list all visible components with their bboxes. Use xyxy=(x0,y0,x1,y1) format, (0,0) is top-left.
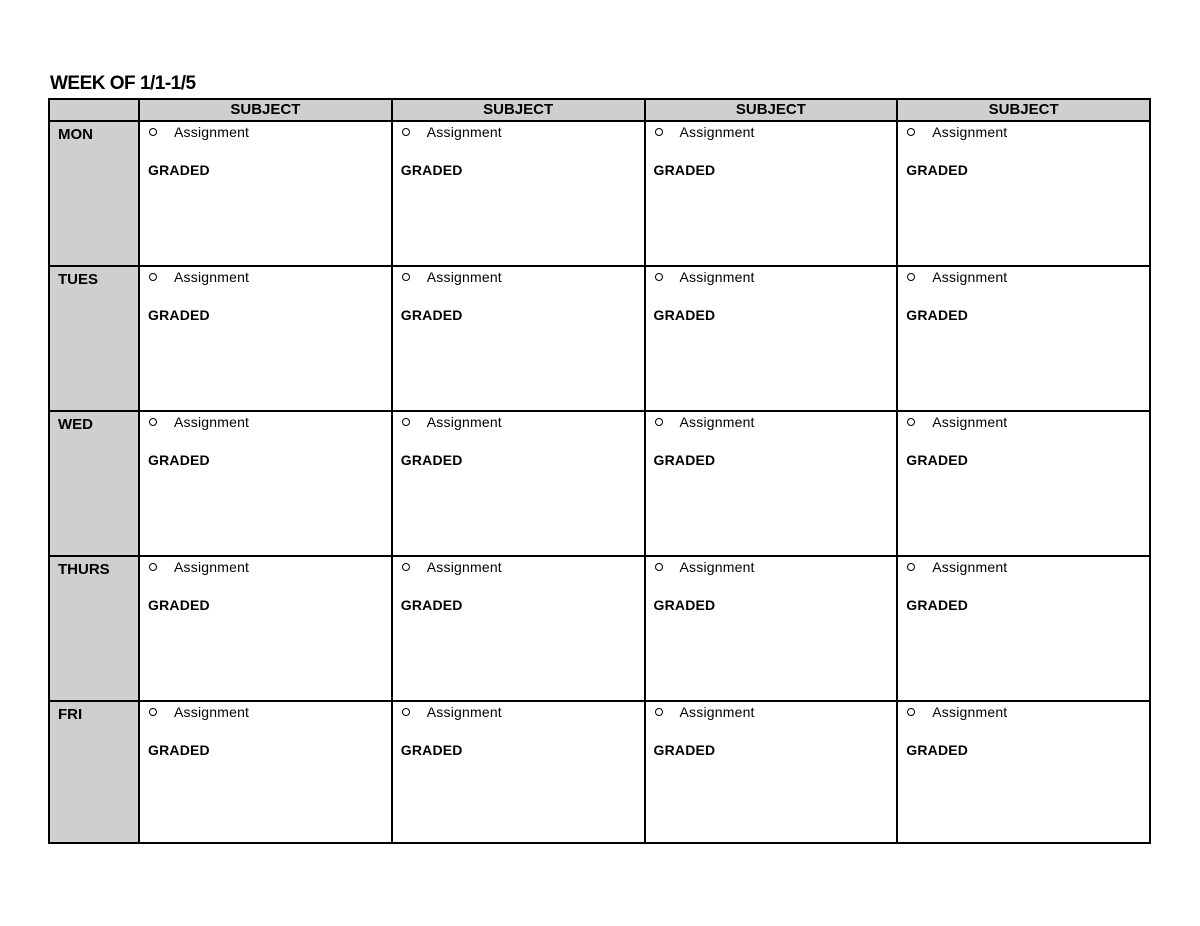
graded-label: GRADED xyxy=(906,597,969,613)
assignment-item xyxy=(148,557,391,577)
graded-label: GRADED xyxy=(148,597,210,613)
graded-label: GRADED xyxy=(400,742,463,758)
graded-label: GRADED xyxy=(906,742,969,758)
assignment-label: Assignment xyxy=(426,124,502,140)
hollow-bullet-icon xyxy=(907,708,915,716)
assignment-item xyxy=(401,122,644,142)
assignment-item xyxy=(401,412,644,432)
header-row xyxy=(49,99,1150,121)
graded-label: GRADED xyxy=(148,162,210,178)
hollow-bullet-icon xyxy=(149,128,157,136)
graded-label: GRADED xyxy=(400,307,463,323)
assignment-item xyxy=(654,267,897,287)
assignment-label: Assignment xyxy=(174,124,250,140)
assignment-label: Assignment xyxy=(932,414,1008,430)
hollow-bullet-icon xyxy=(149,708,157,716)
hollow-bullet-icon xyxy=(402,128,410,136)
assignment-label: Assignment xyxy=(679,559,755,575)
hollow-bullet-icon xyxy=(655,563,663,571)
subject-cell xyxy=(139,121,392,266)
assignment-item xyxy=(654,557,897,577)
graded-label: GRADED xyxy=(653,742,716,758)
assignment-item xyxy=(654,122,897,142)
hollow-bullet-icon xyxy=(402,563,410,571)
day-row xyxy=(49,266,1150,411)
subject-header: SUBJECT xyxy=(897,99,1150,121)
graded-label: GRADED xyxy=(653,597,716,613)
hollow-bullet-icon xyxy=(149,273,157,281)
assignment-label: Assignment xyxy=(174,414,250,430)
hollow-bullet-icon xyxy=(655,128,663,136)
assignment-item xyxy=(906,412,1149,432)
subject-cell xyxy=(897,556,1150,701)
hollow-bullet-icon xyxy=(402,273,410,281)
hollow-bullet-icon xyxy=(402,708,410,716)
day-label: FRI xyxy=(49,701,139,843)
hollow-bullet-icon xyxy=(655,418,663,426)
subject-cell xyxy=(645,266,898,411)
subject-cell xyxy=(645,411,898,556)
assignment-item xyxy=(148,267,391,287)
assignment-item xyxy=(401,267,644,287)
subject-cell xyxy=(897,121,1150,266)
hollow-bullet-icon xyxy=(907,273,915,281)
day-row xyxy=(49,411,1150,556)
subject-header: SUBJECT xyxy=(139,99,392,121)
day-label: MON xyxy=(49,121,139,266)
assignment-label: Assignment xyxy=(679,124,755,140)
graded-label: GRADED xyxy=(906,307,969,323)
subject-cell xyxy=(139,701,392,843)
hollow-bullet-icon xyxy=(149,418,157,426)
assignment-item xyxy=(401,557,644,577)
assignment-item xyxy=(654,412,897,432)
assignment-label: Assignment xyxy=(426,704,502,720)
subject-header: SUBJECT xyxy=(392,99,645,121)
graded-label: GRADED xyxy=(400,452,463,468)
subject-cell xyxy=(139,411,392,556)
hollow-bullet-icon xyxy=(655,273,663,281)
day-label: THURS xyxy=(49,556,139,701)
subject-cell xyxy=(392,556,645,701)
day-row xyxy=(49,556,1150,701)
assignment-item xyxy=(906,557,1149,577)
graded-label: GRADED xyxy=(906,162,969,178)
graded-label: GRADED xyxy=(148,307,210,323)
subject-cell xyxy=(392,266,645,411)
day-row xyxy=(49,701,1150,843)
hollow-bullet-icon xyxy=(907,418,915,426)
subject-cell xyxy=(897,701,1150,843)
subject-header: SUBJECT xyxy=(645,99,898,121)
graded-label: GRADED xyxy=(653,162,716,178)
assignment-item xyxy=(401,702,644,722)
assignment-label: Assignment xyxy=(174,559,250,575)
assignment-item xyxy=(148,412,391,432)
assignment-item xyxy=(906,267,1149,287)
graded-label: GRADED xyxy=(653,452,716,468)
assignment-label: Assignment xyxy=(932,559,1008,575)
graded-label: GRADED xyxy=(653,307,716,323)
assignment-label: Assignment xyxy=(174,269,250,285)
graded-label: GRADED xyxy=(906,452,969,468)
subject-cell xyxy=(392,411,645,556)
hollow-bullet-icon xyxy=(907,563,915,571)
hollow-bullet-icon xyxy=(655,708,663,716)
graded-label: GRADED xyxy=(400,597,463,613)
subject-cell xyxy=(897,266,1150,411)
assignment-label: Assignment xyxy=(679,269,755,285)
assignment-label: Assignment xyxy=(932,269,1008,285)
assignment-label: Assignment xyxy=(679,704,755,720)
assignment-label: Assignment xyxy=(426,269,502,285)
subject-cell xyxy=(897,411,1150,556)
assignment-label: Assignment xyxy=(932,124,1008,140)
graded-label: GRADED xyxy=(148,452,210,468)
assignment-item xyxy=(148,122,391,142)
assignment-label: Assignment xyxy=(426,414,502,430)
subject-cell xyxy=(392,701,645,843)
assignment-item xyxy=(906,122,1149,142)
subject-cell xyxy=(392,121,645,266)
subject-cell xyxy=(645,701,898,843)
hollow-bullet-icon xyxy=(149,563,157,571)
subject-cell xyxy=(139,556,392,701)
assignment-label: Assignment xyxy=(174,704,250,720)
corner-cell xyxy=(49,99,139,121)
subject-cell xyxy=(139,266,392,411)
day-label: TUES xyxy=(49,266,139,411)
day-row xyxy=(49,121,1150,266)
weekly-planner-table xyxy=(48,98,1151,844)
hollow-bullet-icon xyxy=(907,128,915,136)
assignment-label: Assignment xyxy=(426,559,502,575)
graded-label: GRADED xyxy=(400,162,463,178)
assignment-item xyxy=(906,702,1149,722)
hollow-bullet-icon xyxy=(402,418,410,426)
assignment-item xyxy=(148,702,391,722)
page-title: WEEK OF 1/1-1/5 xyxy=(50,73,196,94)
assignment-item xyxy=(654,702,897,722)
graded-label: GRADED xyxy=(148,742,210,758)
assignment-label: Assignment xyxy=(932,704,1008,720)
subject-cell xyxy=(645,121,898,266)
subject-cell xyxy=(645,556,898,701)
day-label: WED xyxy=(49,411,139,556)
assignment-label: Assignment xyxy=(679,414,755,430)
